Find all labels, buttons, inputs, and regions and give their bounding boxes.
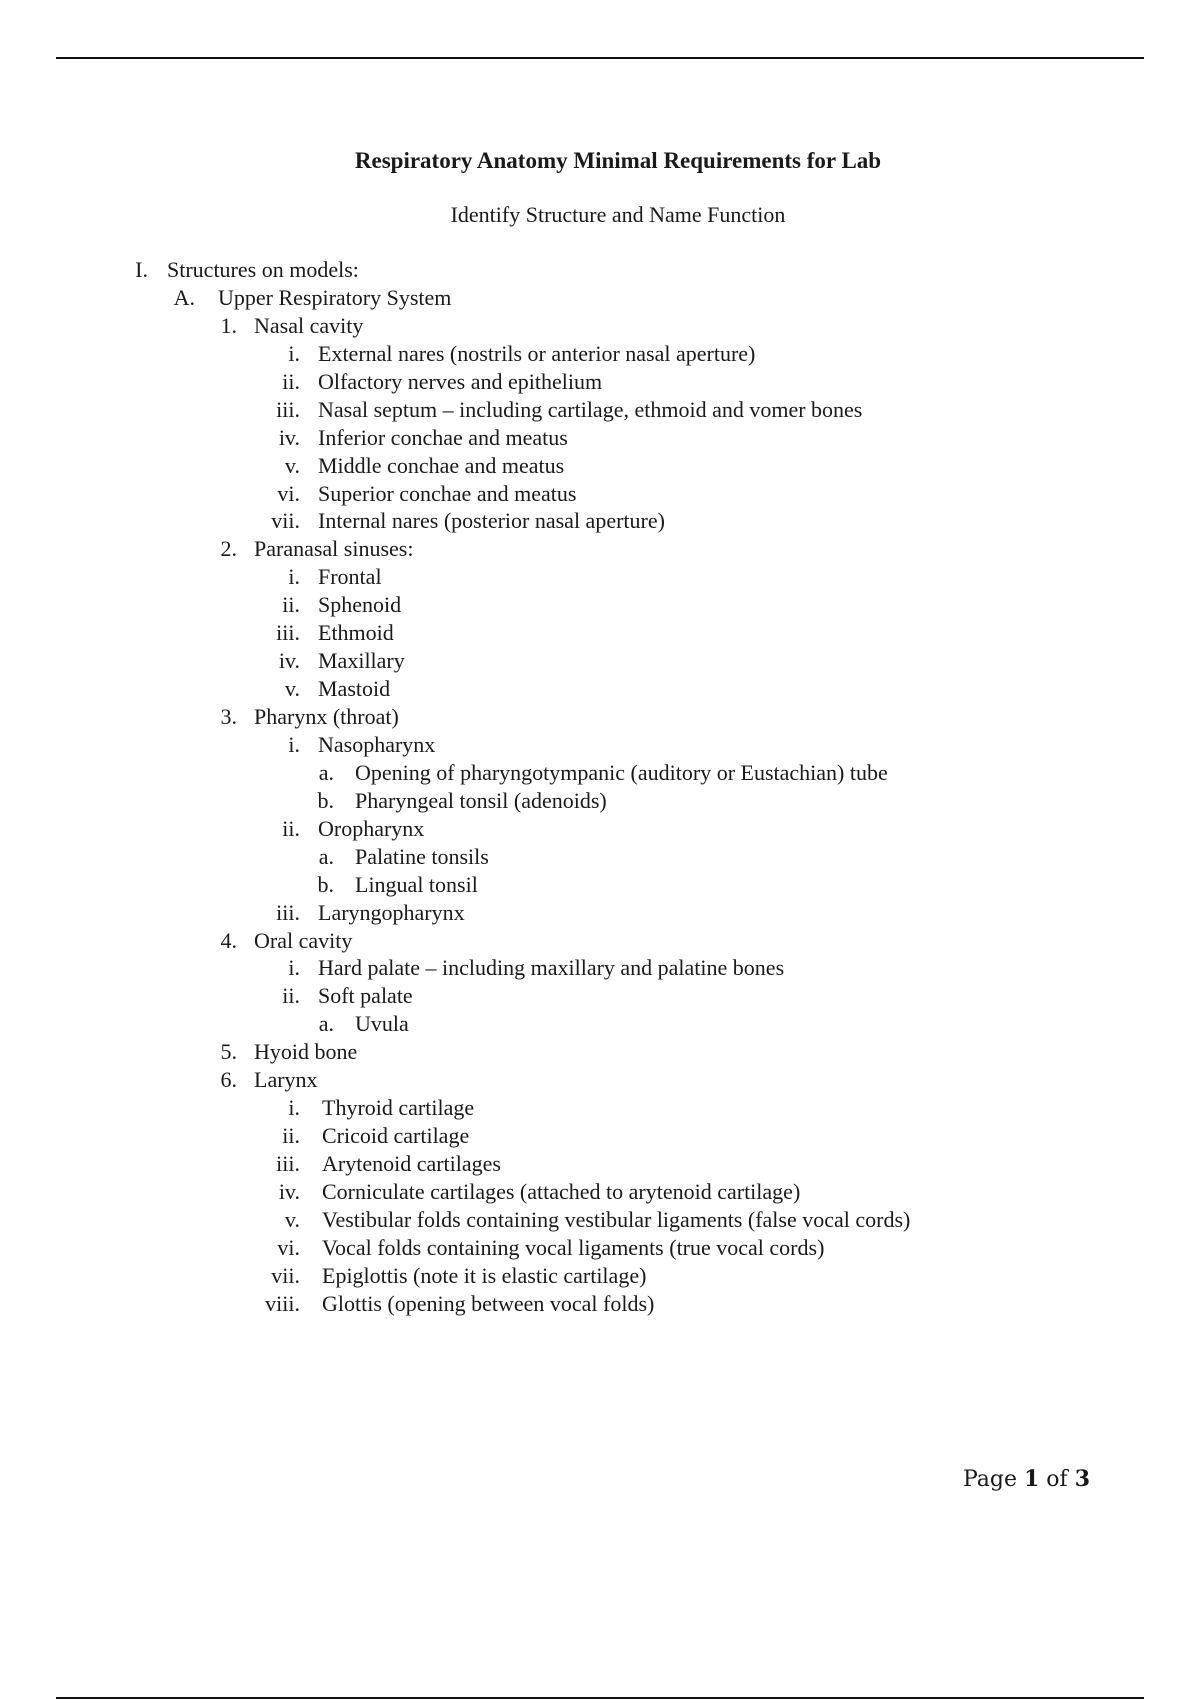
page-word: Page <box>962 1467 1017 1492</box>
outline-text: Hard palate – including maxillary and palatine bones <box>318 955 785 981</box>
total-pages: 3 <box>1074 1466 1090 1492</box>
top-rule <box>56 57 1144 59</box>
outline-item <box>0 480 1200 508</box>
outline-item <box>0 1066 1200 1094</box>
outline-marker: a. <box>318 759 334 785</box>
outline-marker: ii. <box>282 983 300 1009</box>
outline-marker: ii. <box>282 368 300 394</box>
outline-marker: iv. <box>278 648 300 674</box>
outline-text: Vestibular folds containing vestibular ligaments (false vocal cords) <box>322 1206 911 1232</box>
outline-marker: i. <box>288 340 300 366</box>
outline-text: Uvula <box>355 1011 409 1037</box>
outline-marker: ii. <box>282 815 300 841</box>
outline-text: External nares (nostrils or anterior nasal aperture) <box>318 340 756 366</box>
outline-marker: iv. <box>278 1178 300 1204</box>
outline-marker: v. <box>284 676 300 702</box>
outline-text: Superior conchae and meatus <box>318 480 577 506</box>
outline-marker: i. <box>288 731 300 757</box>
outline-item <box>0 982 1200 1010</box>
outline-text: Thyroid cartilage <box>322 1095 475 1121</box>
bottom-rule <box>56 1697 1144 1699</box>
outline-item <box>0 815 1200 843</box>
outline-item <box>0 507 1200 535</box>
outline-marker: iii. <box>276 899 300 925</box>
outline-item <box>0 787 1200 815</box>
outline-item <box>0 927 1200 955</box>
outline-item <box>0 284 1200 312</box>
outline-marker: i. <box>288 1095 300 1121</box>
outline-text: Palatine tonsils <box>355 843 489 869</box>
outline-text: Laryngopharynx <box>318 899 465 925</box>
outline-text: Olfactory nerves and epithelium <box>318 368 603 394</box>
document-subtitle: Identify Structure and Name Function <box>450 202 786 227</box>
outline-item <box>0 899 1200 927</box>
current-page: 1 <box>1023 1466 1040 1492</box>
outline-marker: i. <box>288 564 300 590</box>
outline-marker: iii. <box>276 620 300 646</box>
outline-text: Soft palate <box>318 983 413 1009</box>
outline-marker: i. <box>288 955 300 981</box>
outline-text: Internal nares (posterior nasal aperture) <box>318 508 665 534</box>
document-title: Respiratory Anatomy Minimal Requirements for Lab <box>354 148 882 173</box>
outline-marker: ii. <box>282 1123 300 1149</box>
outline-text: Structures on models: <box>167 257 359 282</box>
outline-item <box>0 340 1200 368</box>
outline-item <box>0 1262 1200 1290</box>
outline-text: Upper Respiratory System <box>218 284 452 310</box>
outline-item <box>0 1094 1200 1122</box>
outline-text: Lingual tonsil <box>355 871 478 897</box>
outline-marker: I. <box>135 257 148 282</box>
outline-marker: a. <box>318 1011 334 1037</box>
outline-text: Epiglottis (note it is elastic cartilage) <box>322 1262 647 1288</box>
outline-marker: viii. <box>265 1290 300 1316</box>
outline-marker: vi. <box>277 1234 300 1260</box>
outline-marker: iii. <box>276 396 300 422</box>
outline-item <box>0 452 1200 480</box>
outline-item <box>0 647 1200 675</box>
outline-marker: a. <box>318 843 334 869</box>
outline-item <box>0 954 1200 982</box>
outline-item <box>0 1038 1200 1066</box>
outline-marker: iii. <box>276 1151 300 1176</box>
outline-text: Oropharynx <box>318 815 425 841</box>
outline-text: Opening of pharyngotympanic (auditory or Eustachian) tube <box>355 759 888 785</box>
outline-item <box>0 535 1200 563</box>
outline-item <box>0 1178 1200 1206</box>
outline-item <box>0 396 1200 424</box>
page-number <box>960 1464 1090 1495</box>
outline-text: Frontal <box>318 564 382 590</box>
outline-item <box>0 1150 1200 1178</box>
outline-text: Larynx <box>254 1067 318 1093</box>
outline-text: Glottis (opening between vocal folds) <box>322 1290 655 1316</box>
outline-item <box>0 368 1200 396</box>
outline-item <box>0 1122 1200 1150</box>
outline-item <box>0 731 1200 759</box>
outline-text: Middle conchae and meatus <box>318 452 565 478</box>
outline-marker: v. <box>284 452 300 478</box>
outline-item <box>0 703 1200 731</box>
outline-marker: A. <box>173 284 195 310</box>
outline-text: Sphenoid <box>318 592 402 618</box>
outline-marker: b. <box>317 871 334 897</box>
outline-marker: 5. <box>220 1039 237 1065</box>
outline-text: Arytenoid cartilages <box>322 1151 501 1176</box>
outline-text: Cricoid cartilage <box>322 1123 470 1149</box>
outline-item <box>0 312 1200 340</box>
outline-item <box>0 843 1200 871</box>
outline-text: Nasal cavity <box>254 312 364 338</box>
outline-text: Nasopharynx <box>318 731 436 757</box>
outline-list <box>0 256 1200 1318</box>
outline-text: Maxillary <box>318 648 405 674</box>
outline-text: Ethmoid <box>318 620 394 646</box>
outline-text: Nasal septum – including cartilage, ethmoid and vomer bones <box>318 396 863 422</box>
outline-item <box>0 563 1200 591</box>
outline-item <box>0 1206 1200 1234</box>
outline-marker: 3. <box>220 704 237 729</box>
outline-item <box>0 1010 1200 1038</box>
outline-item <box>0 759 1200 787</box>
outline-text: Inferior conchae and meatus <box>318 424 568 450</box>
outline-item <box>0 256 1200 284</box>
outline-marker: ii. <box>282 592 300 618</box>
outline-text: Pharynx (throat) <box>254 704 399 729</box>
outline-item <box>0 619 1200 647</box>
outline-item <box>0 424 1200 452</box>
outline-item <box>0 675 1200 703</box>
outline-marker: iv. <box>278 424 300 450</box>
outline-marker: 2. <box>220 536 237 562</box>
outline-marker: 6. <box>220 1067 237 1093</box>
outline-item <box>0 591 1200 619</box>
outline-marker: vi. <box>277 480 300 506</box>
outline-marker: vii. <box>271 508 300 534</box>
outline-text: Corniculate cartilages (attached to arytenoid cartilage) <box>322 1178 801 1204</box>
of-word: of <box>1046 1467 1068 1492</box>
outline-item <box>0 1290 1200 1318</box>
outline-text: Hyoid bone <box>254 1039 358 1065</box>
outline-text: Oral cavity <box>254 927 353 953</box>
outline-text: Pharyngeal tonsil (adenoids) <box>355 787 607 813</box>
outline-marker: v. <box>284 1206 300 1232</box>
outline-text: Vocal folds containing vocal ligaments (true vocal cords) <box>322 1234 825 1260</box>
outline-marker: 1. <box>220 312 237 338</box>
outline-marker: b. <box>317 787 334 813</box>
outline-text: Mastoid <box>318 676 391 702</box>
outline-item <box>0 871 1200 899</box>
outline-marker: vii. <box>271 1262 300 1288</box>
outline-marker: 4. <box>220 927 237 953</box>
outline-text: Paranasal sinuses: <box>254 536 414 562</box>
outline-item <box>0 1234 1200 1262</box>
